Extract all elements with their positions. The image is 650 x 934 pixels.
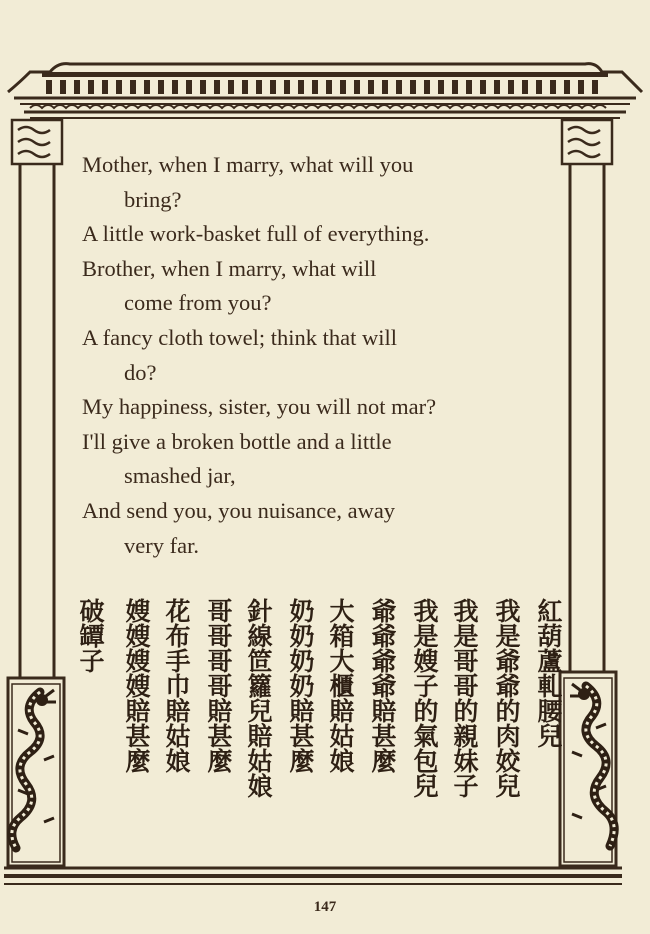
roof-tiles xyxy=(30,72,608,108)
chinese-column: 哥哥哥哥賠甚麼 xyxy=(204,598,233,773)
frame-base xyxy=(4,868,622,884)
poem-line: do? xyxy=(124,359,157,385)
poem-line: And send you, you nuisance, away xyxy=(82,497,396,523)
chinese-column: 紅葫蘆軋腰兒 xyxy=(534,598,563,748)
chinese-column: 花布手巾賠姑娘 xyxy=(162,598,191,773)
right-capital xyxy=(562,120,612,164)
dragon-icon xyxy=(8,678,64,866)
poem-line: A fancy cloth towel; think that will xyxy=(82,324,397,350)
chinese-column: 爺爺爺爺賠甚麼 xyxy=(368,598,397,773)
chinese-poem xyxy=(62,598,562,858)
chinese-column: 我是哥哥的親妹子 xyxy=(450,598,479,798)
right-pillar xyxy=(570,164,604,672)
poem-line: A little work-basket full of everything. xyxy=(82,221,430,247)
poem-line: come from you? xyxy=(124,290,272,316)
poem-line: Mother, when I marry, what will you xyxy=(82,152,414,177)
chinese-column: 我是爺爺的肉姣兒 xyxy=(492,598,521,798)
chinese-column: 破罈子 xyxy=(76,598,105,673)
poem-line: bring? xyxy=(124,186,182,212)
left-capital xyxy=(12,120,62,164)
chinese-column: 奶奶奶奶賠甚麼 xyxy=(286,598,315,773)
page-number: 147 xyxy=(313,899,337,915)
chinese-column: 大箱大櫃賠姑娘 xyxy=(326,598,355,773)
poem-line: My happiness, sister, you will not mar? xyxy=(82,394,437,420)
poem-line: smashed jar, xyxy=(124,463,236,489)
chinese-column: 我是嫂子的氣包兒 xyxy=(410,598,439,798)
poem-line: I'll give a broken bottle and a little xyxy=(82,428,392,454)
chinese-column: 針線笸籮兒賠姑娘 xyxy=(244,598,273,798)
poem-line: very far. xyxy=(124,532,199,558)
english-poem xyxy=(82,148,552,563)
dragon-icon xyxy=(560,672,616,866)
left-pillar xyxy=(20,164,54,678)
poem-line: Brother, when I marry, what will xyxy=(82,255,377,281)
chinese-column: 嫂嫂嫂嫂賠甚麼 xyxy=(122,598,151,773)
